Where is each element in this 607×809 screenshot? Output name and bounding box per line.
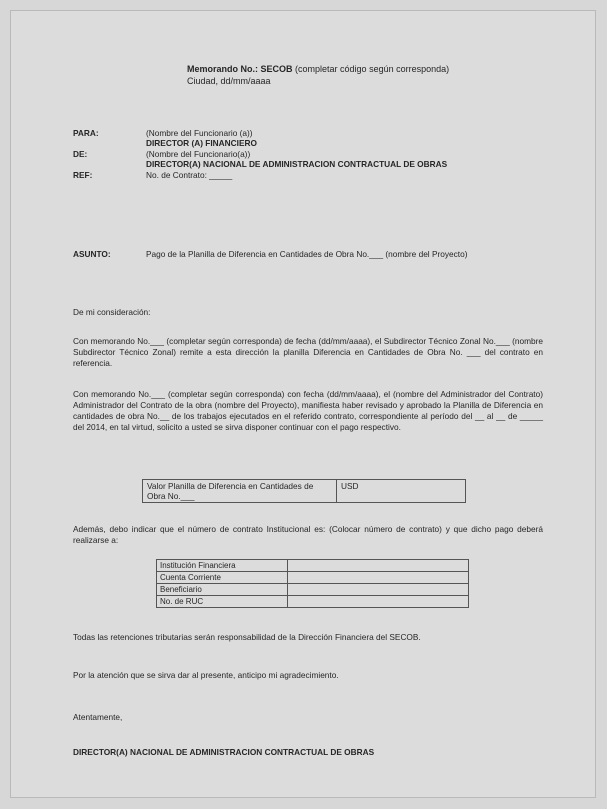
de-name: (Nombre del Funcionario(a)): [146, 148, 251, 159]
city-date: Ciudad, dd/mm/aaaa: [187, 76, 271, 86]
addressee-block: [73, 128, 543, 180]
de-title: DIRECTOR(A) NACIONAL DE ADMINISTRACION CONTRACTUAL DE OBRAS: [146, 159, 448, 170]
bank-row-value: [288, 560, 469, 572]
bank-row-label: Institución Financiera: [157, 560, 288, 572]
document-page: [10, 10, 596, 798]
bank-row-label: Cuenta Corriente: [157, 572, 288, 584]
memo-note: (completar código según corresponda): [295, 64, 450, 74]
ref-value: No. de Contrato: _____: [146, 169, 233, 180]
subject-text: Pago de la Planilla de Diferencia en Cantidades de Obra No.___ (nombre del Proyecto): [146, 249, 468, 259]
subject-block: [73, 249, 543, 260]
paragraph-5: Por la atención que se sirva dar al presente, anticipo mi agradecimiento.: [73, 670, 339, 680]
paragraph-3: Además, debo indicar que el número de contrato Institucional es: (Colocar número de contrato) y que dicho pago deberá realizarse a:: [73, 524, 543, 545]
para-label: PARA:: [73, 128, 99, 138]
closing: Atentamente,: [73, 712, 123, 722]
de-label: DE:: [73, 148, 88, 159]
ref-label: REF:: [73, 169, 93, 180]
paragraph-4: Todas las retenciones tributarias serán responsabilidad de la Dirección Financiera del SECOB.: [73, 632, 421, 642]
subject-label: ASUNTO:: [73, 249, 111, 259]
paragraph-1: Con memorando No.___ (completar según corresponda) de fecha (dd/mm/aaaa), el Subdirector Técnico Zonal No.___ (nombre Subdirector Técnico Zonal) remite a esta dirección la planilla Diferencia en Cantidades de Obra No. ___ del contrato en referencia.: [73, 336, 543, 368]
memo-number: Memorando No.: SECOB: [187, 64, 293, 74]
bank-row-value: [288, 584, 469, 596]
bank-table: [156, 559, 469, 608]
paragraph-2: Con memorando No.___ (completar según corresponda) con fecha (dd/mm/aaaa), el (nombre del Administrador del Contrato) Administrador del Contrato de la obra (nombre del Proyecto), manifiesta haber revisado y aprobado la Planilla de Diferencia en cantidades de obra No.__ de los trabajos ejecutados en el referido contrato, correspondiente al período del __ al __ de _____ del 2014, en tal virtud, solicito a usted se sirva disponer continuar con el pago respectivo.: [73, 389, 543, 432]
para-name: (Nombre del Funcionario (a)): [146, 128, 253, 138]
value-table: [142, 479, 466, 503]
para-title: DIRECTOR (A) FINANCIERO: [146, 138, 257, 149]
bank-row-label: No. de RUC: [157, 596, 288, 608]
signature-title: DIRECTOR(A) NACIONAL DE ADMINISTRACION CONTRACTUAL DE OBRAS: [73, 747, 375, 757]
currency-cell: USD: [337, 480, 466, 503]
bank-row-value: [288, 572, 469, 584]
value-label-cell: Valor Planilla de Diferencia en Cantidades de Obra No.___: [143, 480, 337, 503]
bank-row-value: [288, 596, 469, 608]
memo-header: [187, 63, 449, 87]
greeting: De mi consideración:: [73, 307, 151, 317]
bank-row-label: Beneficiario: [157, 584, 288, 596]
